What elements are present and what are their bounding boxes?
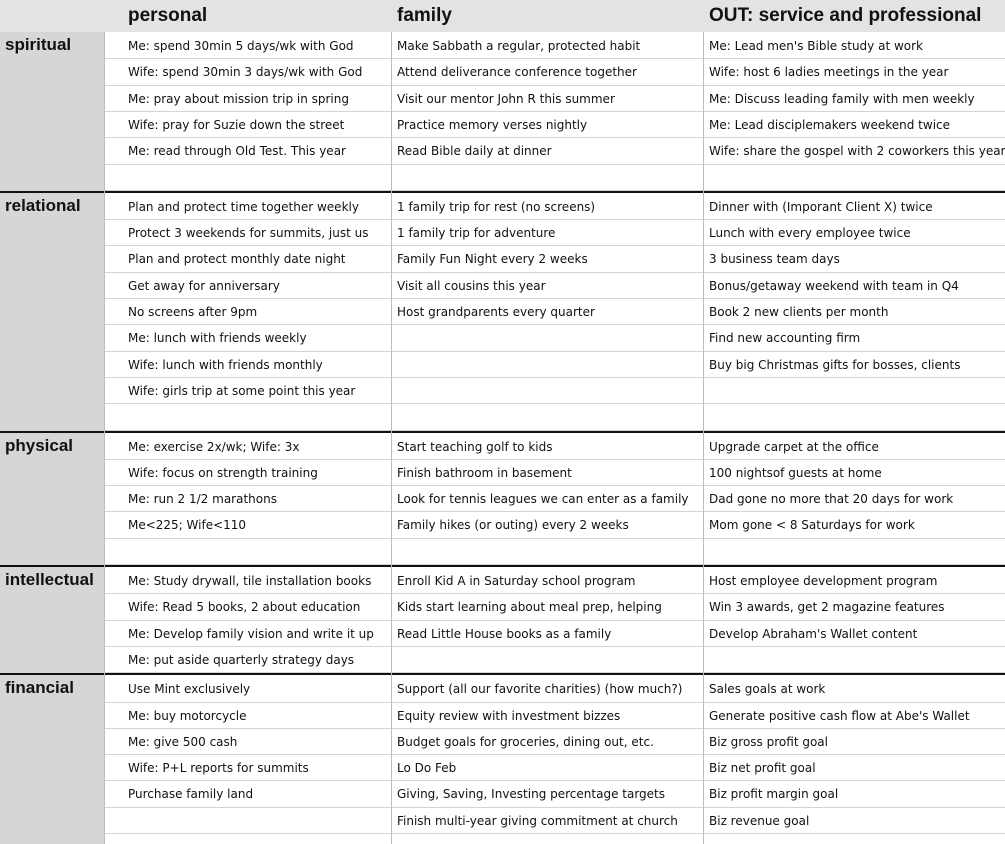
cell[interactable]: Me: put aside quarterly strategy days	[128, 652, 355, 667]
column-divider	[391, 32, 392, 844]
cell[interactable]: Support (all our favorite charities) (how much?)	[397, 682, 683, 697]
cell[interactable]: Attend deliverance conference together	[397, 65, 637, 80]
cell[interactable]	[397, 539, 707, 565]
cell[interactable]: Upgrade carpet at the office	[709, 439, 879, 454]
category-separator	[0, 565, 1005, 567]
cell[interactable]: Budget goals for groceries, dining out, etc.	[397, 734, 654, 749]
category-label-intellectual: intellectual	[5, 570, 94, 589]
cell[interactable]: Me<225; Wife<110	[128, 518, 247, 533]
cell[interactable]: Look for tennis leagues we can enter as a family	[397, 492, 689, 507]
cell[interactable]: Practice memory verses nightly	[397, 117, 588, 132]
cell[interactable]	[709, 378, 1005, 404]
cell[interactable]: Purchase family land	[128, 787, 254, 802]
cell[interactable]	[128, 404, 395, 430]
cell[interactable]	[709, 647, 1005, 673]
cell[interactable]	[397, 647, 707, 673]
cell[interactable]: Lunch with every employee twice	[709, 226, 911, 241]
cell[interactable]: Me: run 2 1/2 marathons	[128, 492, 277, 507]
cell[interactable]: Me: exercise 2x/wk; Wife: 3x	[128, 439, 300, 454]
cell[interactable]: Wife: focus on strength training	[128, 465, 318, 480]
cell[interactable]: No screens after 9pm	[128, 305, 258, 319]
cell[interactable]: Lo Do Feb	[397, 761, 457, 776]
cell[interactable]: Read Bible daily at dinner	[397, 144, 552, 159]
cell[interactable]: Giving, Saving, Investing percentage targets	[397, 787, 666, 802]
cell[interactable]: Wife: host 6 ladies meetings in the year	[709, 65, 949, 80]
cell[interactable]: 3 business team days	[709, 252, 840, 267]
cell[interactable]: Find new accounting firm	[709, 331, 861, 346]
cell[interactable]: Me: buy motorcycle	[128, 708, 247, 723]
category-label-physical: physical	[5, 435, 74, 455]
cell[interactable]	[397, 404, 707, 430]
cell[interactable]: Family Fun Night every 2 weeks	[397, 252, 588, 267]
cell[interactable]: 100 nightsof guests at home	[709, 465, 882, 480]
cell[interactable]: Plan and protect monthly date night	[128, 252, 346, 267]
cell[interactable]: Me: Study drywall, tile installation books	[128, 574, 372, 588]
column-divider	[703, 32, 704, 844]
cell[interactable]: Make Sabbath a regular, protected habit	[397, 39, 641, 53]
cell[interactable]: Me: Lead disciplemakers weekend twice	[709, 117, 951, 132]
cell[interactable]: Start teaching golf to kids	[397, 439, 553, 454]
cell[interactable]: Visit our mentor John R this summer	[397, 91, 615, 106]
cell[interactable]: Equity review with investment bizzes	[397, 708, 621, 723]
cell[interactable]	[709, 404, 1005, 430]
cell[interactable]: Finish multi-year giving commitment at church	[397, 813, 678, 828]
cell[interactable]: Dad gone no more that 20 days for work	[709, 492, 954, 507]
cell[interactable]	[709, 165, 1005, 191]
cell[interactable]: Visit all cousins this year	[397, 278, 546, 293]
column-divider	[104, 32, 105, 844]
cell[interactable]: Me: give 500 cash	[128, 734, 238, 749]
category-separator	[0, 673, 1005, 675]
cell[interactable]: 1 family trip for adventure	[397, 226, 556, 241]
cell[interactable]	[128, 539, 395, 565]
cell[interactable]: Wife: spend 30min 3 days/wk with God	[128, 65, 363, 80]
cell[interactable]: Use Mint exclusively	[128, 682, 251, 697]
cell[interactable]: Kids start learning about meal prep, helping	[397, 600, 662, 615]
cell[interactable]: Me: Lead men's Bible study at work	[709, 39, 924, 53]
cell[interactable]: Me: read through Old Test. This year	[128, 144, 346, 159]
cell[interactable]: Enroll Kid A in Saturday school program	[397, 574, 636, 588]
cell[interactable]: Biz gross profit goal	[709, 734, 828, 749]
cell[interactable]	[397, 325, 707, 351]
cell[interactable]	[397, 378, 707, 404]
category-label-financial: financial	[5, 678, 74, 698]
column-header-family[interactable]: family	[397, 5, 452, 26]
cell[interactable]: Win 3 awards, get 2 magazine features	[709, 600, 945, 615]
cell[interactable]: Sales goals at work	[709, 682, 826, 697]
cell[interactable]: Me: spend 30min 5 days/wk with God	[128, 39, 354, 53]
cell[interactable]: Wife: girls trip at some point this year	[128, 383, 356, 398]
cell[interactable]: Wife: share the gospel with 2 coworkers this year	[709, 144, 1005, 159]
cell[interactable]: Get away for anniversary	[128, 278, 280, 293]
cell[interactable]: 1 family trip for rest (no screens)	[397, 199, 596, 214]
cell[interactable]: Host employee development program	[709, 574, 938, 588]
cell[interactable]: Biz net profit goal	[709, 761, 816, 776]
cell[interactable]: Me: pray about mission trip in spring	[128, 91, 349, 106]
category-label-spiritual: spiritual	[5, 35, 72, 54]
category-separator	[0, 431, 1005, 433]
cell[interactable]: Wife: Read 5 books, 2 about education	[128, 600, 361, 615]
cell[interactable]: Bonus/getaway weekend with team in Q4	[709, 278, 959, 293]
cell[interactable]	[397, 352, 707, 378]
column-header-out-service-professional[interactable]: OUT: service and professional	[709, 5, 982, 26]
cell[interactable]: Protect 3 weekends for summits, just us	[128, 226, 369, 241]
cell[interactable]: Family hikes (or outing) every 2 weeks	[397, 518, 629, 533]
cell[interactable]: Generate positive cash flow at Abe's Wallet	[709, 708, 970, 723]
cell[interactable]	[397, 165, 707, 191]
cell[interactable]: Wife: P+L reports for summits	[128, 761, 309, 776]
cell[interactable]: Dinner with (Imporant Client X) twice	[709, 199, 933, 214]
cell[interactable]: Biz revenue goal	[709, 813, 810, 828]
cell[interactable]: Read Little House books as a family	[397, 626, 612, 641]
cell[interactable]	[128, 808, 395, 834]
cell[interactable]: Develop Abraham's Wallet content	[709, 626, 918, 641]
cell[interactable]: Biz profit margin goal	[709, 787, 839, 802]
category-label-relational: relational	[5, 195, 81, 215]
cell[interactable]: Wife: pray for Suzie down the street	[128, 117, 345, 132]
cell[interactable]: Buy big Christmas gifts for bosses, clients	[709, 357, 961, 372]
cell[interactable]: Book 2 new clients per month	[709, 305, 889, 319]
cell[interactable]: Me: lunch with friends weekly	[128, 331, 307, 346]
row-gridline	[104, 833, 1005, 834]
cell[interactable]: Host grandparents every quarter	[397, 305, 595, 319]
cell[interactable]: Me: Discuss leading family with men weekly	[709, 91, 975, 106]
cell[interactable]: Wife: lunch with friends monthly	[128, 357, 323, 372]
column-header-personal[interactable]: personal	[128, 5, 208, 26]
cell[interactable]: Mom gone < 8 Saturdays for work	[709, 518, 915, 533]
category-separator	[0, 191, 1005, 193]
cell[interactable]	[709, 539, 1005, 565]
cell[interactable]	[128, 165, 395, 191]
cell[interactable]: Me: Develop family vision and write it up	[128, 626, 374, 641]
cell[interactable]: Finish bathroom in basement	[397, 465, 572, 480]
cell[interactable]: Plan and protect time together weekly	[128, 199, 359, 214]
